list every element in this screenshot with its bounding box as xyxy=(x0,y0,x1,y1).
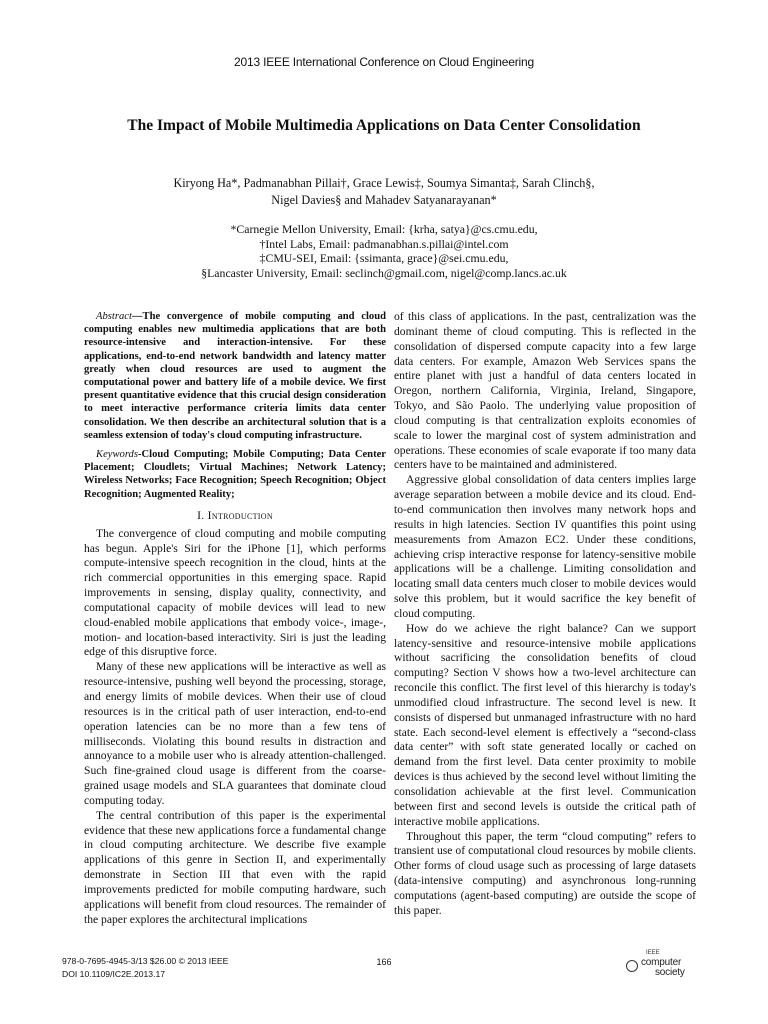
affiliation-line: ‡CMU-SEI, Email: {ssimanta, grace}@sei.cmu.edu, xyxy=(259,251,509,266)
paper-title: The Impact of Mobile Multimedia Applications on Data Center Consolidation xyxy=(127,117,641,134)
paragraph: Throughout this paper, the term “cloud computing” refers to transient use of computational cloud resources by mobile clients. Other forms of cloud usage such as processing of large datasets (data-intensive computing) and asynchronous long-running computations (agent-based computing) are outside the scope of this paper. xyxy=(394,829,696,917)
logo-ieee: IEEE xyxy=(646,950,660,956)
section-title: Introduction xyxy=(207,508,273,522)
affiliation-line: *Carnegie Mellon University, Email: {krha, satya}@cs.cmu.edu, xyxy=(230,222,538,236)
paragraph: The central contribution of this paper is the experimental evidence that these new applications force a fundamental change in cloud computing architecture. We describe five example applications of this genre in Section II, and experimentally demonstrate in Section III that even with the rapid improvements predicted for mobile computing hardware, such applications will benefit from cloud resources. The remainder of the paper explores the architectural implications xyxy=(84,808,386,926)
abstract-text: —The convergence of mobile computing and cloud computing enables new multimedia applications that are both resource-intensive and interaction-intensive. For these applications, end-to-end network bandwidth and latency matter greatly when cloud resources are used to augment the computational power and battery life of a mobile device. We first present quantitative evidence that this crucial design consideration to meet interactive performance criteria limits data center consolidation. We then describe an architectural solution that is a seamless extension of today's cloud computing infrastructure. xyxy=(84,311,386,441)
author-line: Kiryong Ha*, Padmanabhan Pillai†, Grace Lewis‡, Soumya Simanta‡, Sarah Clinch§, xyxy=(173,176,595,190)
abstract-label: Abstract xyxy=(96,311,132,322)
affiliation-list xyxy=(60,222,708,280)
paragraph: of this class of applications. In the past, centralization was the dominant theme of cloud computing. This is reflected in the consolidation of dispersed compute capacity into a few large data centers. For example, Amazon Web Services spans the entire planet with just a handful of data centers located in Oregon, northern California, Virginia, Ireland, Singapore, Tokyo, and São Paolo. The underlying value proposition of cloud computing is that centralization exploits economies of scale to lower the marginal cost of system administration and operations. These economies of scale evaporate if too many data centers have to be maintained and administered. xyxy=(394,310,696,472)
author-line: Nigel Davies§ and Mahadev Satyanarayanan* xyxy=(271,193,497,207)
logo-word-society: society xyxy=(655,967,685,978)
globe-icon xyxy=(626,960,638,972)
paragraph: Many of these new applications will be interactive as well as resource-intensive, pushing well beyond the processing, storage, and energy limits of mobile devices. When their use of cloud resources is in the critical path of user interaction, end-to-end operation latencies can be no more than a few tens of milliseconds. Violating this bound results in distraction and annoyance to a mobile user who is already attention-challenged. Such fine-grained cloud usage is different from the coarse-grained usage models and SLA guarantees that dominate cloud computing today. xyxy=(84,660,386,807)
paragraph: Aggressive global consolidation of data centers implies large average separation between a mobile device and its cloud. End-to-end communication then involves many network hops and results in high latencies. Section IV quantifies this point using measurements from Amazon EC2. Under these conditions, achieving crisp interactive response for latency-sensitive mobile applications will be a challenge. Limiting consolidation and locating small data centers much closer to mobile devices would solve this problem, but it would sacrifice the key benefit of cloud computing. xyxy=(394,473,696,620)
paragraph: How do we achieve the right balance? Can we support latency-sensitive and resource-intensive mobile applications without sacrificing the consolidation benefits of cloud computing? Section V shows how a two-level architecture can reconcile this conflict. The first level of this hierarchy is today's unmodified cloud infrastructure. The second level is new. It consists of dispersed but unmanaged infrastructure with no hard state. Each second-level element is effectively a “second-class data center” with soft state generated locally or cached on demand from the first level. Data center proximity to mobile devices is thus achieved by the second level without limiting the consolidation achievable at the first level. Communication between first and second levels is outside the critical path of interactive mobile applications. xyxy=(394,621,696,828)
abstract xyxy=(84,310,386,442)
affiliation-line: †Intel Labs, Email: padmanabhan.s.pillai@intel.com xyxy=(259,236,509,251)
ieee-computer-society-logo xyxy=(624,948,694,984)
logo-word-computer: computer xyxy=(641,957,682,968)
keywords xyxy=(84,448,386,501)
conference-header: 2013 IEEE International Conference on Cloud Engineering xyxy=(234,55,534,69)
right-column xyxy=(394,310,696,919)
keywords-label: Keywords xyxy=(96,449,138,461)
page-number: 166 xyxy=(376,957,392,967)
keywords-text: -Cloud Computing; Mobile Computing; Data Center Placement; Cloudlets; Virtual Machines; Network Latency; Wireless Networks; Face Recognition; Speech Recognition; Object Recognition; Augmented Reality; xyxy=(84,449,386,500)
left-column xyxy=(84,310,386,927)
doi-line: DOI 10.1109/IC2E.2013.17 xyxy=(62,969,166,979)
section-number: I. xyxy=(197,508,205,522)
isbn-line: 978-0-7695-4945-3/13 $26.00 © 2013 IEEE xyxy=(62,956,229,966)
section-heading xyxy=(84,509,386,524)
paragraph: The convergence of cloud computing and mobile computing has begun. Apple's Siri for the iPhone [1], which performs compute-intensive speech recognition in the cloud, hints at the rich commercial opportunities in this emerging space. Rapid improvements in sensing, display quality, connectivity, and computational capacity of mobile devices will lead to new cloud-enabled mobile applications that embody voice-, image-, motion- and location-based interactivity. Siri is just the leading edge of this disruptive force. xyxy=(84,526,386,659)
author-list xyxy=(60,175,708,209)
affiliation-line: §Lancaster University, Email: seclinch@gmail.com, nigel@comp.lancs.ac.uk xyxy=(201,265,567,280)
